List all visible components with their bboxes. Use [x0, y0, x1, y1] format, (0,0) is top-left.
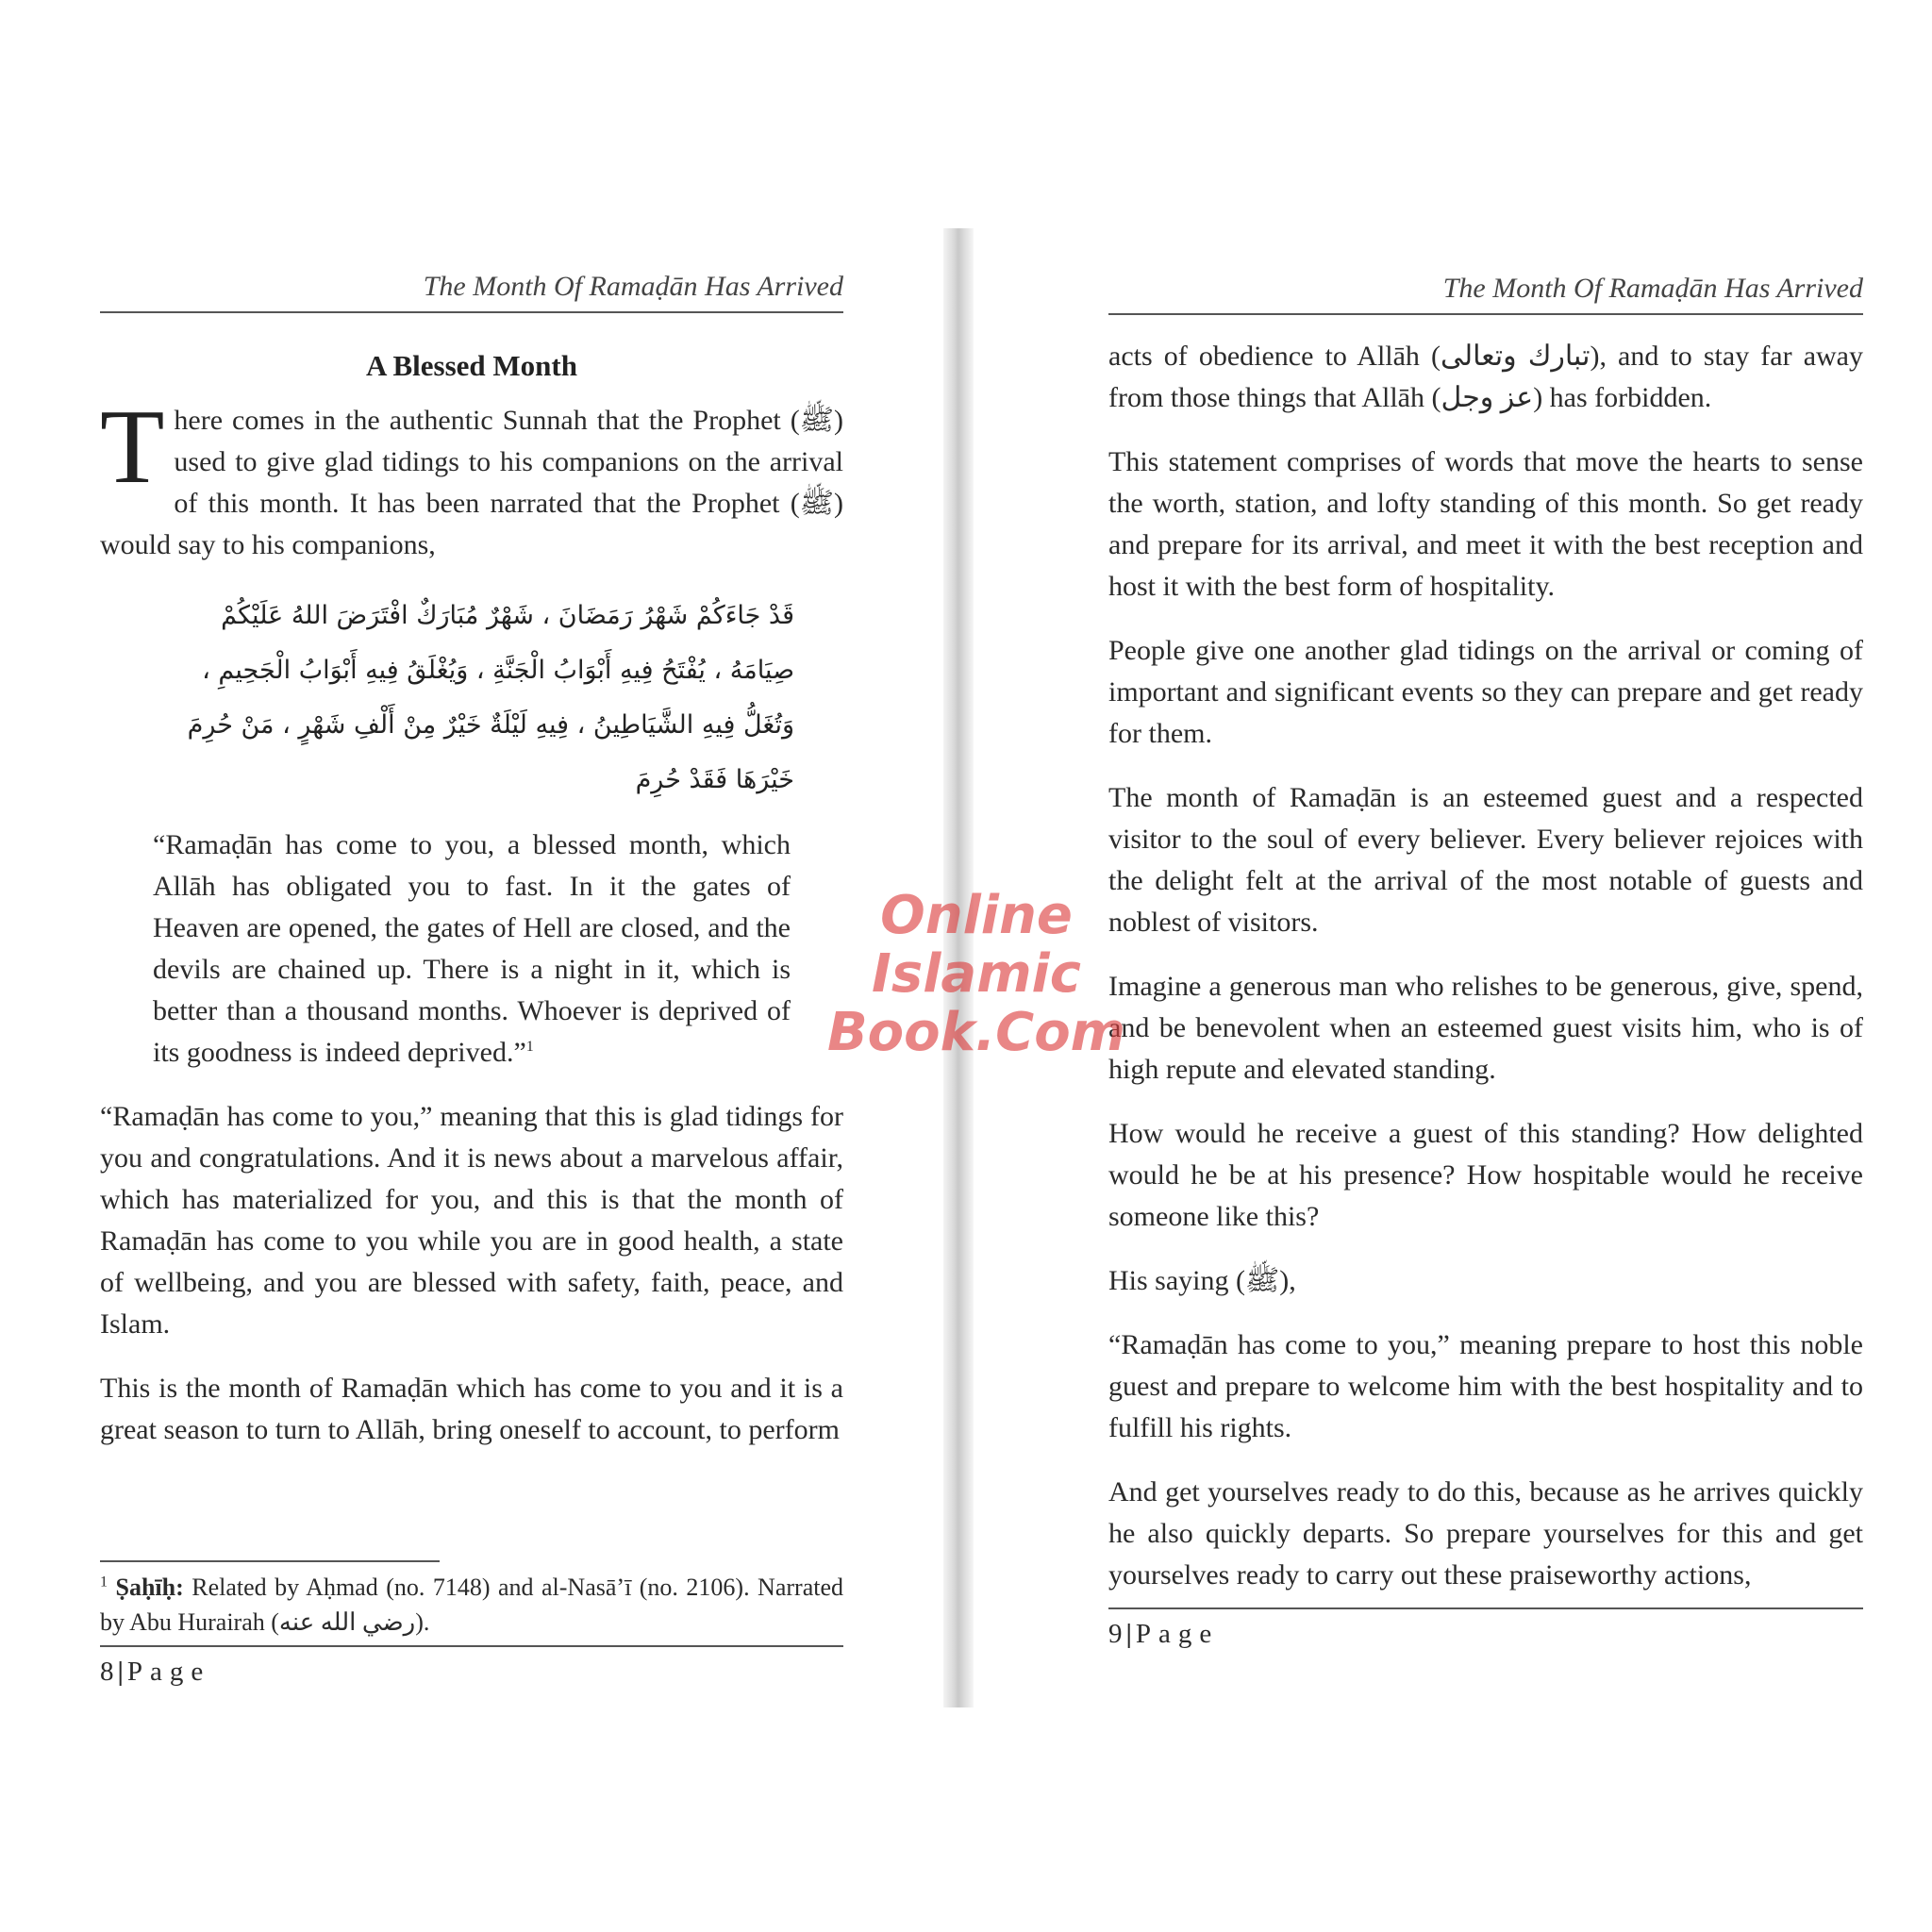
paragraph-2: “Ramaḍān has come to you,” meaning that this is glad tidings for you and congratulations. And it is news about a marvelous affair, which has materialized for you, and this is that the month of Ramaḍān has come to you while you are in good health, a state of wellbeing, and you are blessed with safety, faith, peace, and Islam.	[100, 1101, 843, 1340]
paragraph: How would he receive a guest of this standing? How delighted would he be at his presence? How hospitable would he receive someone like this?	[1108, 1118, 1863, 1232]
footnote-rule	[100, 1560, 440, 1562]
intro-text: here comes in the authentic Sunnah that the Prophet (ﷺ) used to give glad tidings to his companions on the arrival of this month. It has been narrated that the Prophet (ﷺ) would say to his companions,	[100, 405, 843, 560]
paragraph: This statement comprises of words that move the hearts to sense the worth, station, and lofty standing of this month. So get ready and prepare for its arrival, and meet it with the best reception and host it with the best form of hospitality.	[1108, 446, 1863, 602]
paragraph: His saying (ﷺ),	[1108, 1265, 1296, 1296]
page-word: Page	[1135, 1619, 1220, 1649]
footnote-text: Related by Aḥmad (no. 7148) and al-Nasā’ī (no. 2106). Narrated by Abu Hurairah (رضي الله عنه).	[100, 1574, 843, 1636]
page-number-value: 9	[1108, 1619, 1123, 1649]
section-title: A Blessed Month	[366, 349, 577, 382]
footer-rule	[100, 1645, 843, 1647]
paragraph: And get yourselves ready to do this, because as he arrives quickly he also quickly departs. So prepare yourselves for this and get yourselves ready to carry out these praiseworthy actions,	[1108, 1476, 1863, 1591]
footnote-number: 1	[100, 1574, 108, 1591]
page-separator: |	[117, 1657, 124, 1687]
header-rule	[100, 311, 843, 313]
footnote-label: Ṣaḥīḥ:	[115, 1574, 184, 1601]
watermark-line-2: Book.Com	[826, 1002, 1126, 1063]
page-number-value: 8	[100, 1657, 114, 1687]
page-number	[100, 1657, 843, 1688]
paragraph: Imagine a generous man who relishes to be generous, give, spend, and be benevolent when an esteemed guest visits him, who is of high repute and elevated standing.	[1108, 971, 1863, 1085]
drop-cap: T	[100, 389, 165, 506]
running-header: The Month Of Ramaḍān Has Arrived	[423, 271, 843, 302]
right-footer	[1108, 1602, 1863, 1650]
paragraph-3: This is the month of Ramaḍān which has come to you and it is a great season to turn to Allāh, bring oneself to account, to perform	[100, 1373, 843, 1445]
watermark	[769, 887, 1184, 1062]
page-word: Page	[126, 1657, 211, 1687]
paragraph: acts of obedience to Allāh (تبارك وتعالى), and to stay far away from those things that Allāh (عز وجل) has forbidden.	[1108, 341, 1863, 413]
paragraph: The month of Ramaḍān is an esteemed guest and a respected visitor to the soul of every believer. Every believer rejoices with the delight felt at the arrival of the most notable of guests and noblest of visitors.	[1108, 782, 1863, 938]
running-header: The Month Of Ramaḍān Has Arrived	[1442, 273, 1863, 304]
footer-rule	[1108, 1607, 1863, 1609]
quote-text: “Ramaḍān has come to you, a blessed month, which Allāh has obligated you to fast. In it the gates of Heaven are opened, the gates of Hell are closed, and the devils are chained up. There is a night in it, which is better than a thousand months. Whoever is deprived of its goodness is indeed deprived.”	[153, 829, 791, 1068]
left-page	[100, 264, 843, 1688]
paragraph: People give one another glad tidings on the arrival or coming of important and significant events so they can prepare and get ready for them.	[1108, 635, 1863, 749]
footnote-marker: 1	[525, 1039, 534, 1055]
hadith-translation	[153, 824, 791, 1074]
page-number	[1108, 1619, 1863, 1650]
right-page	[1108, 266, 1863, 1649]
page-separator: |	[1125, 1619, 1132, 1649]
watermark-line-1: Online Islamic	[872, 885, 1081, 1005]
footnote	[100, 1570, 843, 1640]
intro-paragraph	[100, 389, 843, 566]
arabic-hadith: قَدْ جَاءَكُمْ شَهْرُ رَمَضَانَ ، شَهْرٌ مُبَارَكٌ افْتَرَضَ اللهُ عَلَيْكُمْ صِيَامَهُ ، يُفْتَحُ فِيهِ أَبْوَابُ الْجَنَّةِ ، وَيُغْلَقُ فِيهِ أَبْوَابُ الْجَحِيمِ ، وَتُغَلُّ فِيهِ الشَّيَاطِينُ ، فِيهِ لَيْلَةٌ خَيْرٌ مِنْ أَلْفِ شَهْرٍ ، مَنْ حُرِمَ خَيْرَهَا فَقَدْ حُرِمَ	[187, 601, 794, 794]
paragraph: “Ramaḍān has come to you,” meaning prepare to host this noble guest and prepare to welcome him with the best hospitality and to fulfill his rights.	[1108, 1329, 1863, 1443]
